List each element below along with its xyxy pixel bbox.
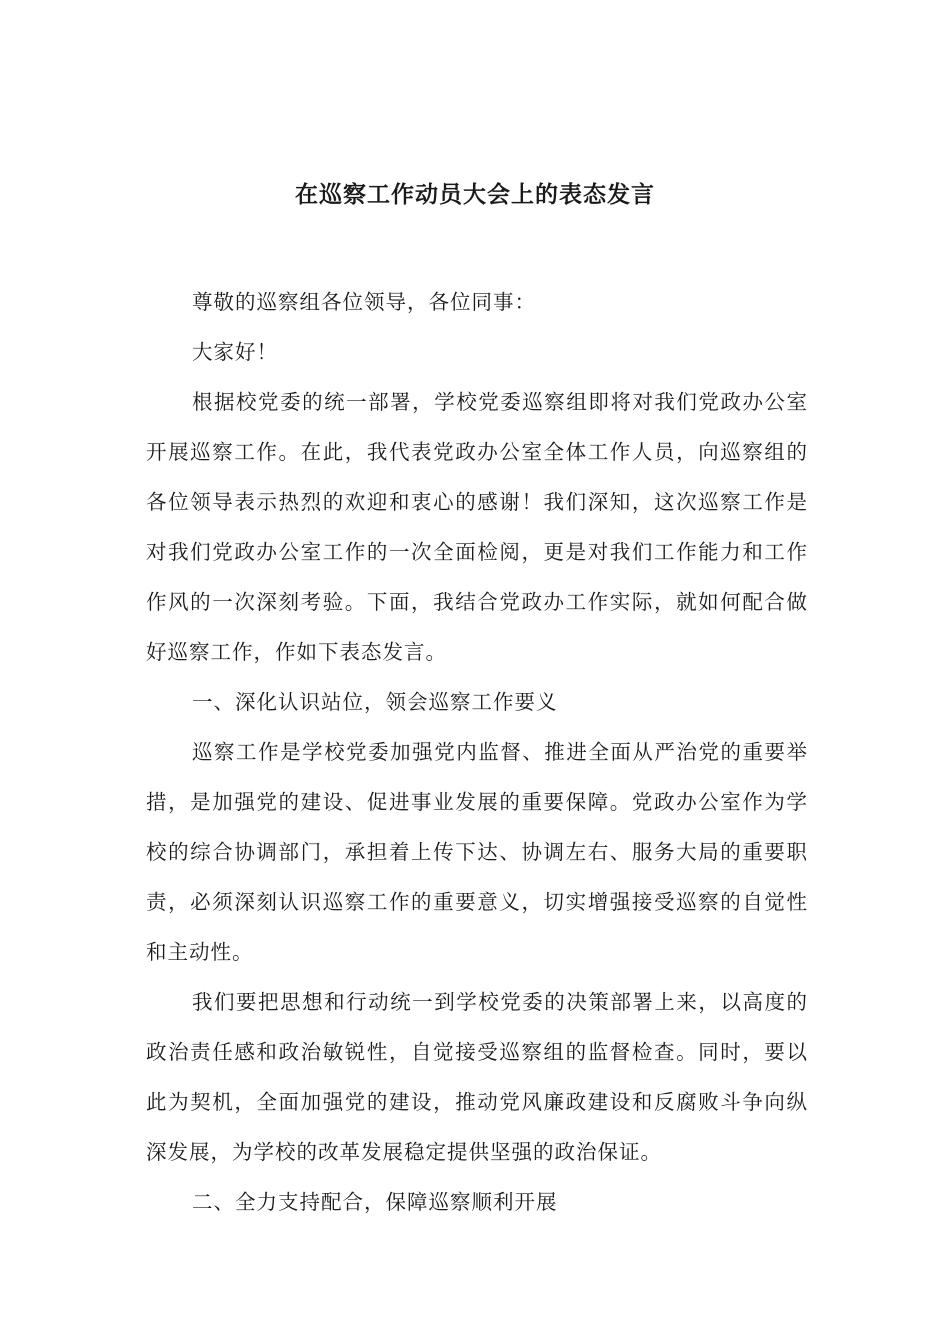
document-body	[146, 277, 808, 1227]
section-heading-2: 二、全力支持配合，保障巡察顺利开展	[192, 1190, 558, 1214]
greeting: 大家好！	[192, 340, 278, 364]
section-heading-1: 一、深化认识站位，领会巡察工作要义	[192, 690, 558, 714]
section-1-paragraph-2: 我们要把思想和行动统一到学校党委的决策部署上来，以高度的政治责任感和政治敏锐性，自觉接受巡察组的监督检查。同时，要以此为契机，全面加强党的建设，推动党风廉政建设和反腐败斗争向纵深发展，为学校的改革发展稳定提供坚强的政治保证。	[146, 990, 808, 1164]
salutation: 尊敬的巡察组各位领导，各位同事：	[192, 290, 536, 314]
document-title: 在巡察工作动员大会上的表态发言	[295, 182, 655, 209]
intro-paragraph: 根据校党委的统一部署，学校党委巡察组即将对我们党政办公室开展巡察工作。在此，我代表党政办公室全体工作人员，向巡察组的各位领导表示热烈的欢迎和衷心的感谢！我们深知，这次巡察工作是对我们党政办公室工作的一次全面检阅，更是对我们工作能力和工作作风的一次深刻考验。下面，我结合党政办工作实际，就如何配合做好巡察工作，作如下表态发言。	[146, 390, 808, 664]
section-1-paragraph-1: 巡察工作是学校党委加强党内监督、推进全面从严治党的重要举措，是加强党的建设、促进事业发展的重要保障。党政办公室作为学校的综合协调部门，承担着上传下达、协调左右、服务大局的重要职责，必须深刻认识巡察工作的重要意义，切实增强接受巡察的自觉性和主动性。	[146, 740, 808, 964]
